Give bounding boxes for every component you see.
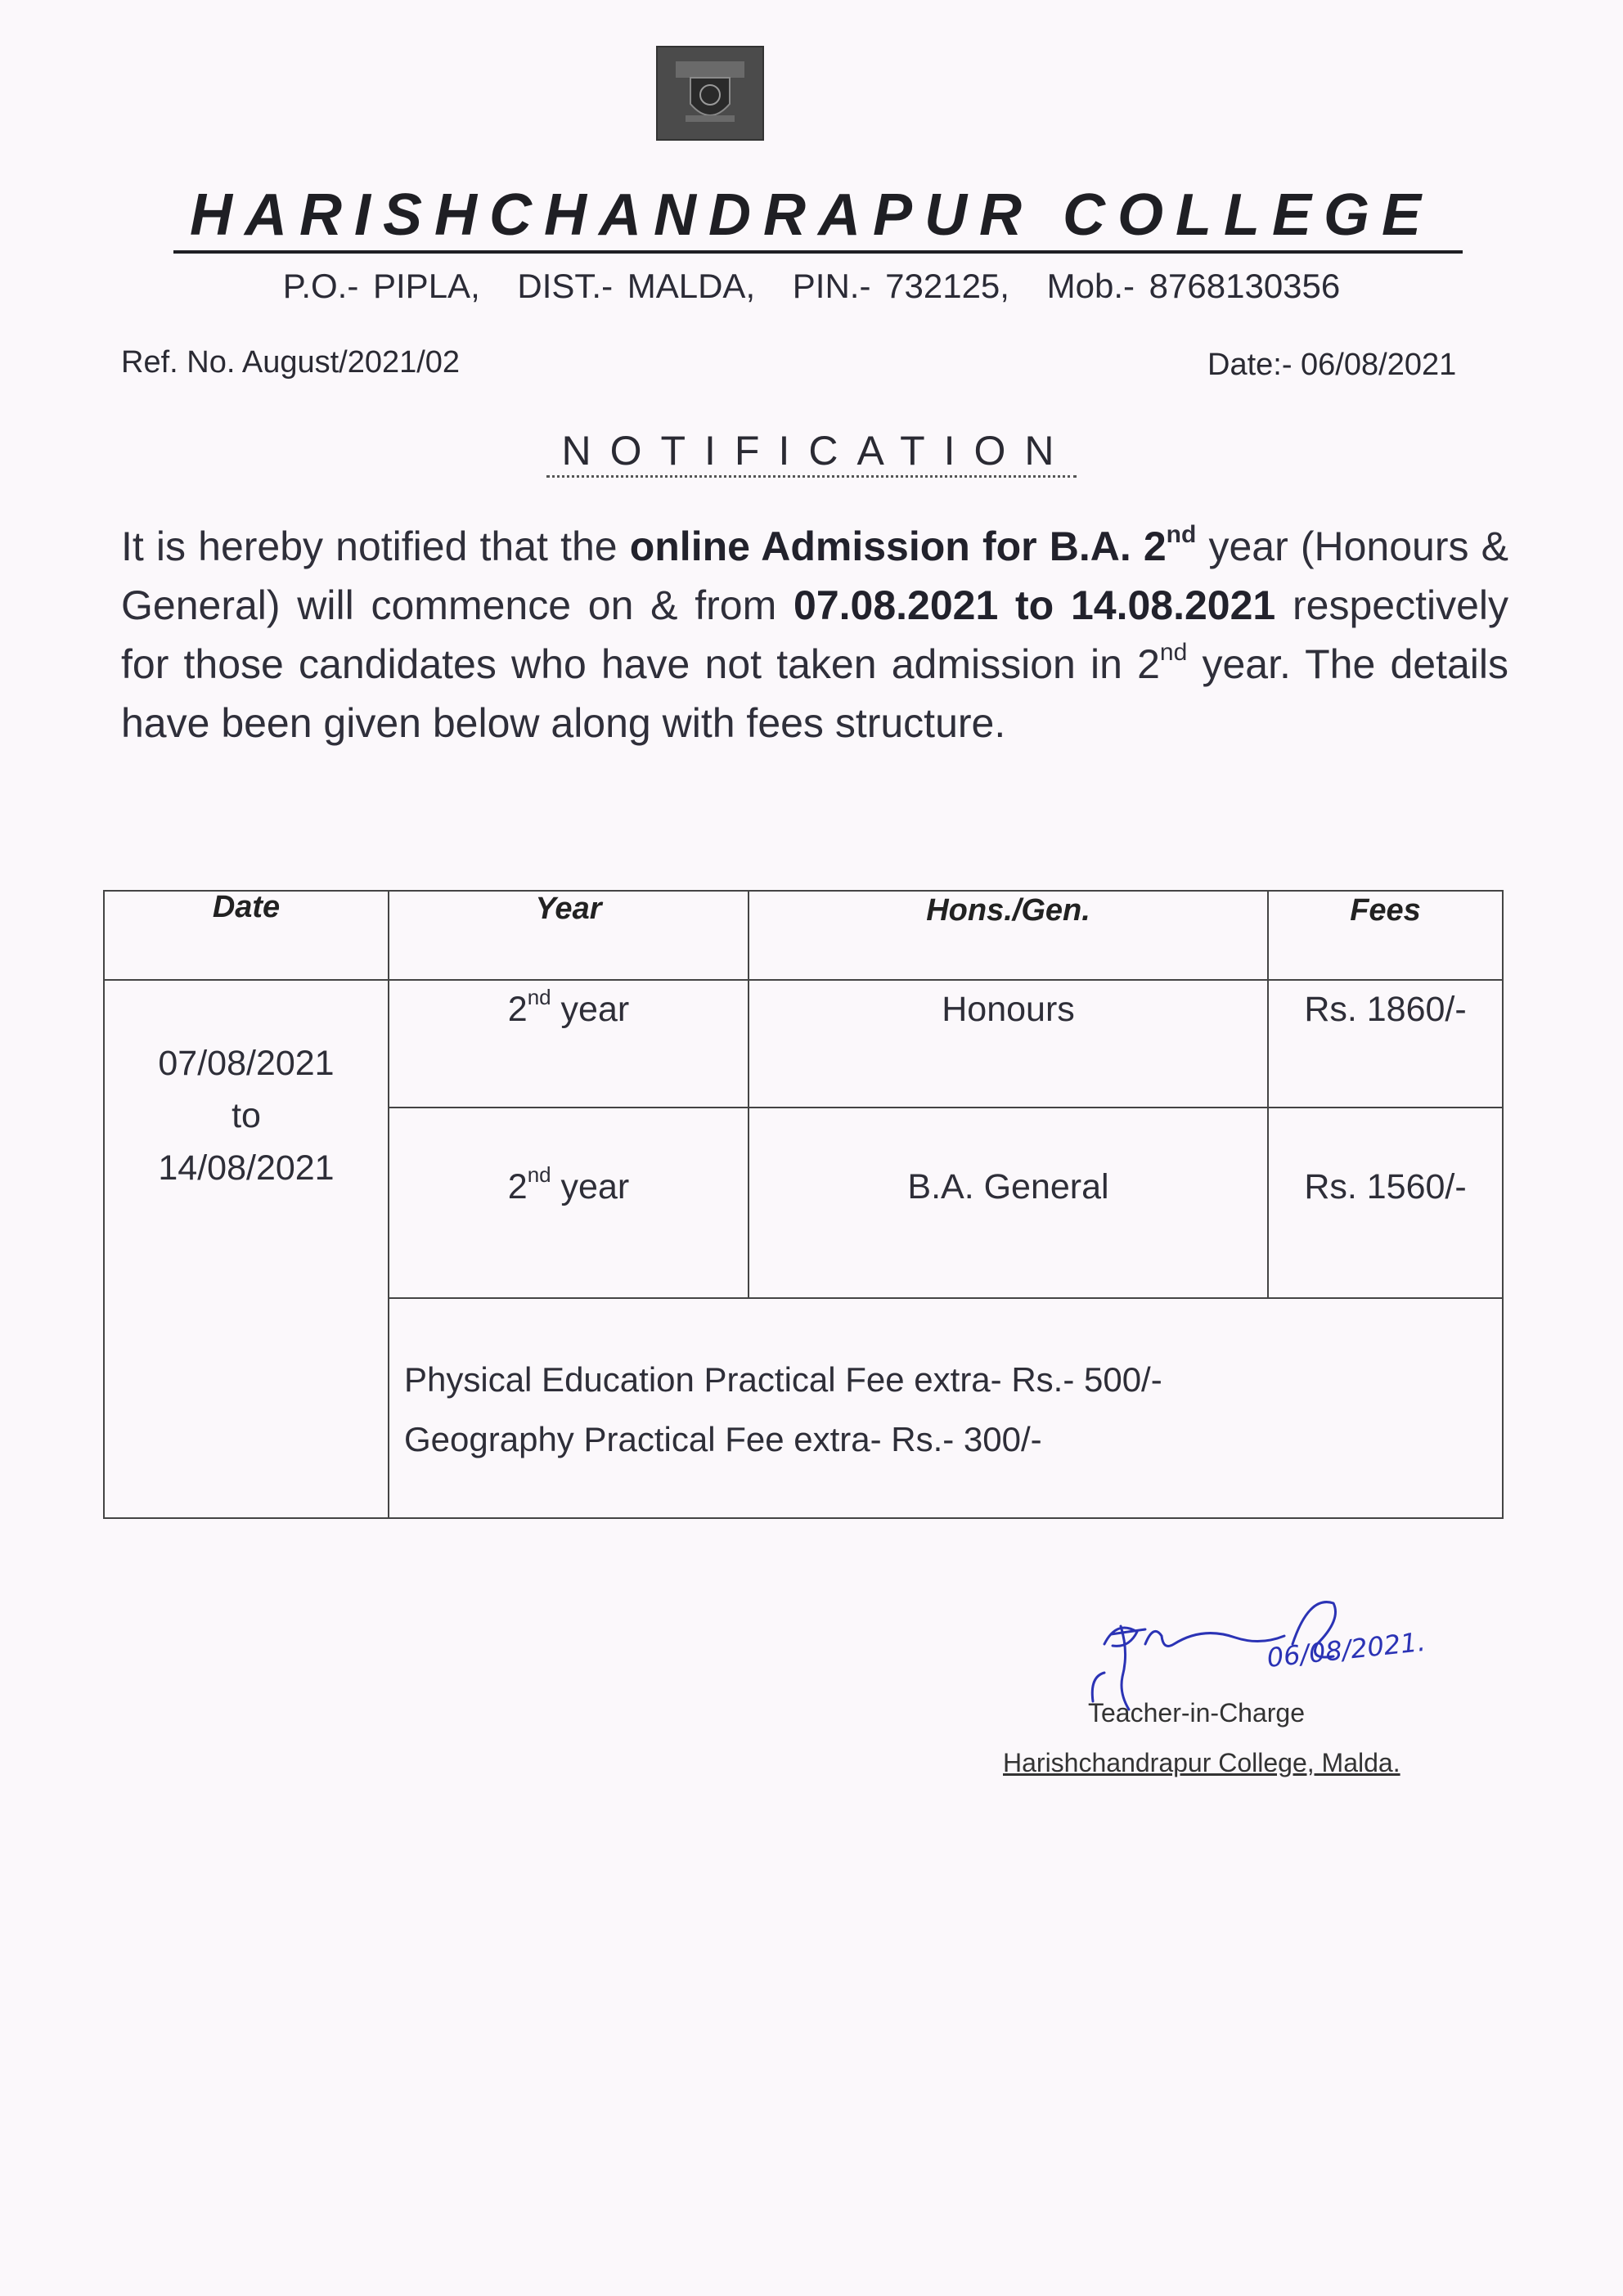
body-text-bold-dates: 07.08.2021 to 14.08.2021 xyxy=(794,582,1276,628)
signatory-title: Teacher-in-Charge xyxy=(1088,1698,1306,1728)
address-po: P.O.- PIPLA, xyxy=(282,267,480,305)
address-mobile: Mob.- 8768130356 xyxy=(1046,267,1341,305)
notification-title xyxy=(0,427,1623,474)
table-cell-fees: Rs. 1560/- xyxy=(1304,1167,1467,1206)
notification-body xyxy=(121,517,1508,753)
table-header-fees: Fees xyxy=(1350,893,1421,928)
table-border-left xyxy=(103,890,105,1519)
college-name: HARISHCHANDRAPUR COLLEGE xyxy=(189,182,1433,248)
body-text-part: It is hereby notified that the xyxy=(121,523,630,569)
table-cell-date-range xyxy=(105,1037,388,1194)
table-header-type: Hons./Gen. xyxy=(926,893,1090,928)
date-range-to: 14/08/2021 xyxy=(158,1148,335,1188)
table-cell-type: B.A. General xyxy=(907,1167,1109,1206)
body-text-bold: online Admission for B.A. 2 xyxy=(629,523,1167,569)
table-header-divider xyxy=(103,979,1504,981)
signature-date: 06/08/2021. xyxy=(1265,1625,1427,1674)
reference-number: Ref. No. August/2021/02 xyxy=(121,345,461,380)
body-text-part: year (Honours & General) will commence on & from xyxy=(121,523,1508,628)
table-row-divider xyxy=(388,1107,1504,1108)
body-superscript: nd xyxy=(1166,521,1197,548)
college-name-underline xyxy=(173,250,1463,254)
notice-date: Date:- 06/08/2021 xyxy=(1207,348,1457,382)
signatory-college: Harishchandrapur College, Malda. xyxy=(1003,1748,1400,1777)
college-logo xyxy=(656,46,764,141)
college-seal-icon xyxy=(671,56,749,130)
date-range-from: 07/08/2021 xyxy=(158,1044,335,1083)
address-pin: PIN.- 732125, xyxy=(792,267,1009,305)
table-cell-extra-fees xyxy=(404,1350,1162,1469)
body-text-part: year. The details have been given below along with fees structure. xyxy=(121,641,1508,746)
table-col-divider xyxy=(748,890,749,1299)
table-border-bottom xyxy=(103,1517,1504,1519)
table-row-divider xyxy=(388,1297,1504,1299)
table-border-right xyxy=(1502,890,1504,1519)
table-cell-year: 2nd year xyxy=(507,1162,630,1206)
extra-fee-physical-education: Physical Education Practical Fee extra- Rs.- 500/- xyxy=(404,1360,1162,1399)
address-dist: DIST.- MALDA, xyxy=(517,267,756,305)
table-cell-year: 2nd year xyxy=(507,985,630,1029)
table-cell-type: Honours xyxy=(942,990,1075,1029)
body-text-part: respectively for those candidates who have not taken admission in 2 xyxy=(121,582,1509,687)
college-address xyxy=(0,267,1623,306)
extra-fee-geography: Geography Practical Fee extra- Rs.- 300/- xyxy=(404,1420,1042,1458)
body-superscript: nd xyxy=(1159,639,1188,666)
table-col-divider xyxy=(1267,890,1269,1299)
table-header-date: Date xyxy=(212,890,281,924)
table-cell-fees: Rs. 1860/- xyxy=(1304,990,1467,1029)
notification-title-text: NOTIFICATION xyxy=(546,428,1076,478)
date-range-to-word: to xyxy=(232,1096,261,1135)
table-header-year: Year xyxy=(535,892,602,926)
